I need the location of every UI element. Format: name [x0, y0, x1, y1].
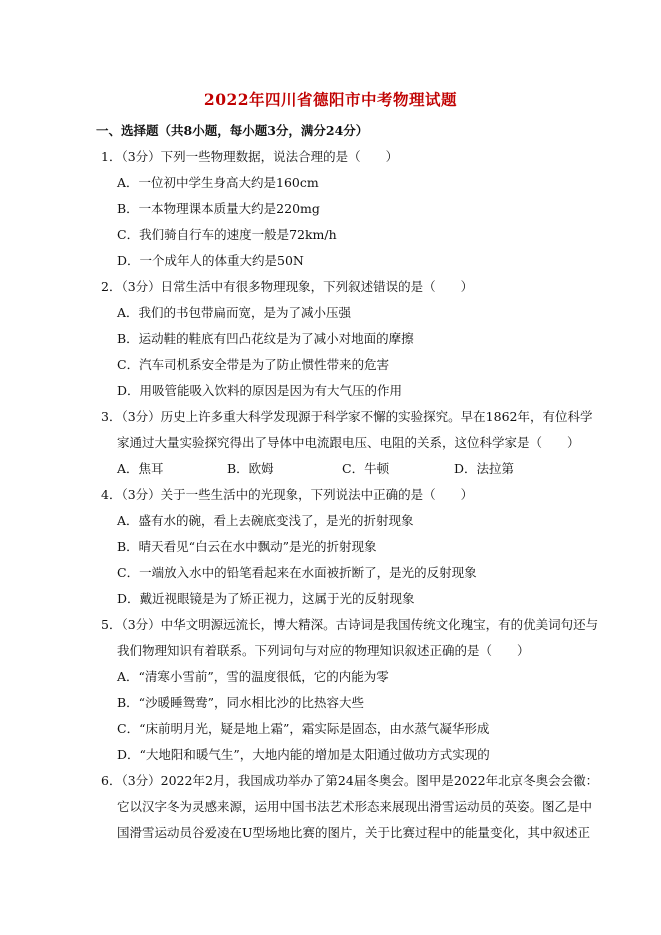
question-2-stem: 2．（3分）日常生活中有很多物理现象，下列叙述错误的是（ ）: [101, 279, 474, 294]
question-4-option-c: C．一端放入水中的铅笔看起来在水面被折断了，是光的反射现象: [117, 565, 477, 580]
question-5-stem-line-1: 5．（3分）中华文明源远流长，博大精深。古诗词是我国传统文化瑰宝，有的优美词句还与: [101, 617, 599, 632]
question-2-option-d: D．用吸管能吸入饮料的原因是因为有大气压的作用: [117, 383, 403, 398]
page-title: 2022年四川省德阳市中考物理试题: [203, 90, 458, 109]
question-4-stem: 4．（3分）关于一些生活中的光现象，下列说法中正确的是（ ）: [101, 487, 474, 502]
question-1-option-c: C．我们骑自行车的速度一般是72km/h: [117, 227, 337, 242]
question-1-option-b: B．一本物理课本质量大约是220mg: [117, 201, 320, 216]
question-6-stem-line-1: 6．（3分）2022年2月，我国成功举办了第24届冬奥会。图甲是2022年北京冬奥会会徽：: [101, 773, 599, 788]
question-3-option-d: D．法拉第: [454, 461, 515, 476]
question-6-stem-line-2: 它以汉字冬为灵感来源，运用中国书法艺术形态来展现出滑雪运动员的英姿。图乙是中: [117, 799, 593, 814]
question-3-option-b: B．欧姆: [227, 461, 274, 476]
question-5-stem-line-2: 我们物理知识有着联系。下列词句与对应的物理知识叙述正确的是（ ）: [117, 643, 530, 658]
question-5-option-d: D．“大地阳和暖气生”，大地内能的增加是太阳通过做功方式实现的: [117, 747, 490, 762]
question-5-option-a: A．“清寒小雪前”，雪的温度很低，它的内能为零: [117, 669, 389, 684]
question-3-stem-line-1: 3．（3分）历史上许多重大科学发现源于科学家不懈的实验探究。早在1862年，有位科学: [101, 409, 593, 424]
question-1-option-d: D．一个成年人的体重大约是50N: [117, 253, 304, 268]
question-5-option-c: C．“床前明月光，疑是地上霜”，霜实际是固态，由水蒸气凝华形成: [117, 721, 490, 736]
question-5-option-b: B．“沙暖睡鸳鸯”，同水相比沙的比热容大些: [117, 695, 364, 710]
question-3-option-c: C．牛顿: [342, 461, 390, 476]
question-1-stem: 1．（3分）下列一些物理数据，说法合理的是（ ）: [101, 149, 399, 164]
question-3-stem-line-2: 家通过大量实验探究得出了导体中电流跟电压、电阻的关系，这位科学家是（ ）: [117, 435, 580, 450]
section-heading: 一、选择题（共8小题，每小题3分，满分24分）: [96, 123, 369, 138]
question-4-option-d: D．戴近视眼镜是为了矫正视力，这属于光的反射现象: [117, 591, 415, 606]
question-4-option-b: B．晴天看见“白云在水中飘动”是光的折射现象: [117, 539, 377, 554]
question-2-option-c: C．汽车司机系安全带是为了防止惯性带来的危害: [117, 357, 390, 372]
question-4-option-a: A．盛有水的碗，看上去碗底变浅了，是光的折射现象: [117, 513, 414, 528]
question-1-option-a: A．一位初中学生身高大约是160cm: [117, 175, 319, 190]
question-3-option-a: A．焦耳: [117, 461, 164, 476]
question-6-stem-line-3: 国滑雪运动员谷爱凌在U型场地比赛的图片，关于比赛过程中的能量变化，其中叙述正: [117, 825, 591, 840]
question-2-option-a: A．我们的书包带扁而宽，是为了减小压强: [117, 305, 352, 320]
question-2-option-b: B．运动鞋的鞋底有凹凸花纹是为了减小对地面的摩擦: [117, 331, 414, 346]
